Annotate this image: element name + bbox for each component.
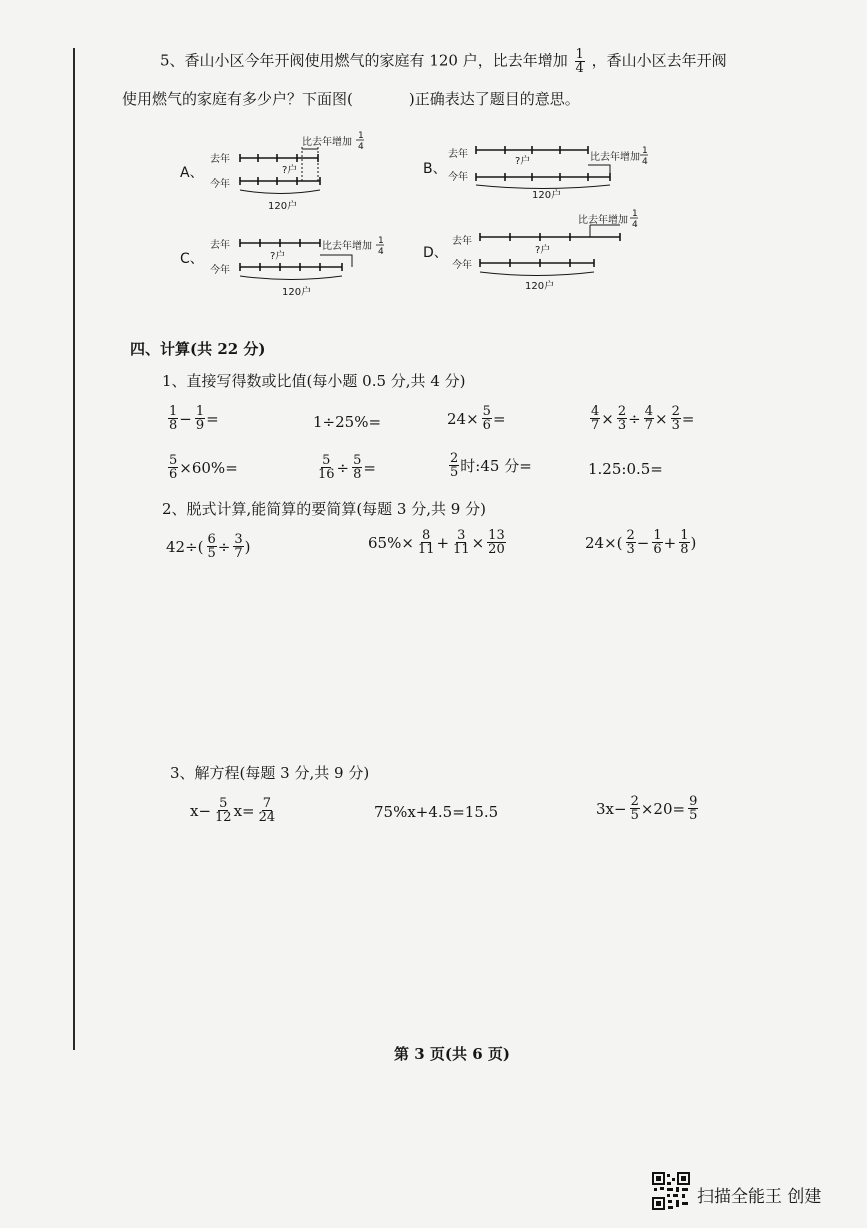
problem-2-3: 24×( $\frac{2}{3}$ − $\frac{1}{6}$ + $\frac{1}{8}$ ) [585, 528, 697, 557]
question5-line2 [122, 92, 580, 107]
option-a-inc-d: 4 [358, 142, 364, 152]
scanner-watermark: 扫描全能王 创建 [697, 1187, 822, 1207]
option-b-letter: B、 [423, 161, 447, 177]
option-b-unknown: ?户 [515, 156, 531, 167]
problem-1-7: $\frac{2}{5}$ 时:45 分= [450, 451, 532, 480]
option-a-increase: 比去年增加 [302, 137, 352, 148]
binding-margin-line [73, 48, 75, 1050]
part1-title: 1、直接写得数或比值(每小题 0.5 分,共 4 分) [162, 372, 466, 390]
part3-title: 3、解方程(每题 3 分,共 9 分) [170, 764, 370, 782]
option-b-increase: 比去年增加 [590, 152, 640, 163]
option-d-diagram [423, 209, 638, 292]
option-a-inc-n: 1 [358, 131, 364, 141]
section4-title: 四、计算(共 22 分) [130, 340, 266, 358]
option-b-total: 120户 [532, 190, 562, 201]
problem-3-1: x− $\frac{5}{12}$ x= $\frac{7}{24}$ [190, 796, 276, 825]
question5-text-b: ，香山小区去年开阀 [591, 51, 727, 70]
problem-1-5: $\frac{5}{6}$ ×60%= [169, 453, 238, 482]
problem-1-4: $\frac{4}{7}$ × $\frac{2}{3}$ ÷ $\frac{4}{7}$ × $\frac{2}{3}$ = [591, 404, 695, 433]
option-c-last-year: 去年 [210, 240, 230, 251]
option-a-unknown: ?户 [282, 165, 298, 176]
question5-fraction: $\frac{1}{4}$ [575, 47, 584, 76]
question5-text-a: 5、香山小区今年开阀使用燃气的家庭有 120 户，比去年增加 [160, 51, 568, 70]
option-d-inc-n: 1 [632, 209, 638, 219]
problem-1-6: $\frac{5}{16}$ ÷ $\frac{5}{8}$ = [318, 453, 376, 482]
option-a-last-year: 去年 [210, 154, 230, 165]
option-c-inc-n: 1 [378, 236, 384, 246]
option-a-this-year: 今年 [210, 179, 230, 190]
option-c-this-year: 今年 [210, 265, 230, 276]
problem-1-3: 24× $\frac{5}{6}$ = [447, 404, 506, 433]
question5-text-d: )正确表达了题目的意思。 [408, 90, 580, 108]
problem-1-2: 1÷25%= [313, 413, 382, 431]
option-c-diagram [180, 236, 384, 298]
problem-2-1: 42÷( $\frac{6}{5}$ ÷ $\frac{3}{7}$ ) [166, 532, 251, 561]
option-a-letter: A、 [180, 165, 204, 181]
qr-code-icon [652, 1172, 690, 1210]
option-c-unknown: ?户 [270, 251, 286, 262]
option-c-increase: 比去年增加 [322, 241, 372, 252]
option-a-diagram [180, 131, 364, 212]
option-d-letter: D、 [423, 245, 448, 261]
problem-1-1: $\frac{1}{8}$ − $\frac{1}{9}$ = [169, 404, 219, 433]
option-b-inc-n: 1 [642, 146, 648, 156]
option-a-total: 120户 [268, 201, 298, 212]
option-d-increase: 比去年增加 [578, 215, 628, 226]
option-d-total: 120户 [525, 281, 555, 292]
question5-text-c: 使用燃气的家庭有多少户？下面图( [122, 90, 353, 108]
question5-line1 [160, 48, 727, 75]
option-d-last-year: 去年 [452, 236, 472, 247]
option-d-inc-d: 4 [632, 220, 638, 230]
problem-1-8: 1.25:0.5= [588, 460, 663, 478]
option-c-total: 120户 [282, 287, 312, 298]
option-b-this-year: 今年 [448, 172, 468, 183]
option-c-inc-d: 4 [378, 247, 384, 257]
option-d-unknown: ?户 [535, 245, 551, 256]
page-number: 第 3 页(共 6 页) [394, 1045, 510, 1063]
problem-3-3: 3x− $\frac{2}{5}$ ×20= $\frac{9}{5}$ [596, 794, 698, 823]
part2-title: 2、脱式计算,能简算的要简算(每题 3 分,共 9 分) [162, 500, 486, 518]
option-d-this-year: 今年 [452, 260, 472, 271]
problem-3-2: 75%x+4.5=15.5 [374, 803, 499, 821]
option-b-inc-d: 4 [642, 157, 648, 167]
option-diagrams [170, 125, 830, 305]
option-b-diagram [423, 146, 648, 201]
option-c-letter: C、 [180, 251, 204, 267]
problem-2-2: 65%× $\frac{8}{11}$ + $\frac{3}{11}$ × $\frac{13}{20}$ [368, 528, 505, 557]
option-b-last-year: 去年 [448, 149, 468, 160]
